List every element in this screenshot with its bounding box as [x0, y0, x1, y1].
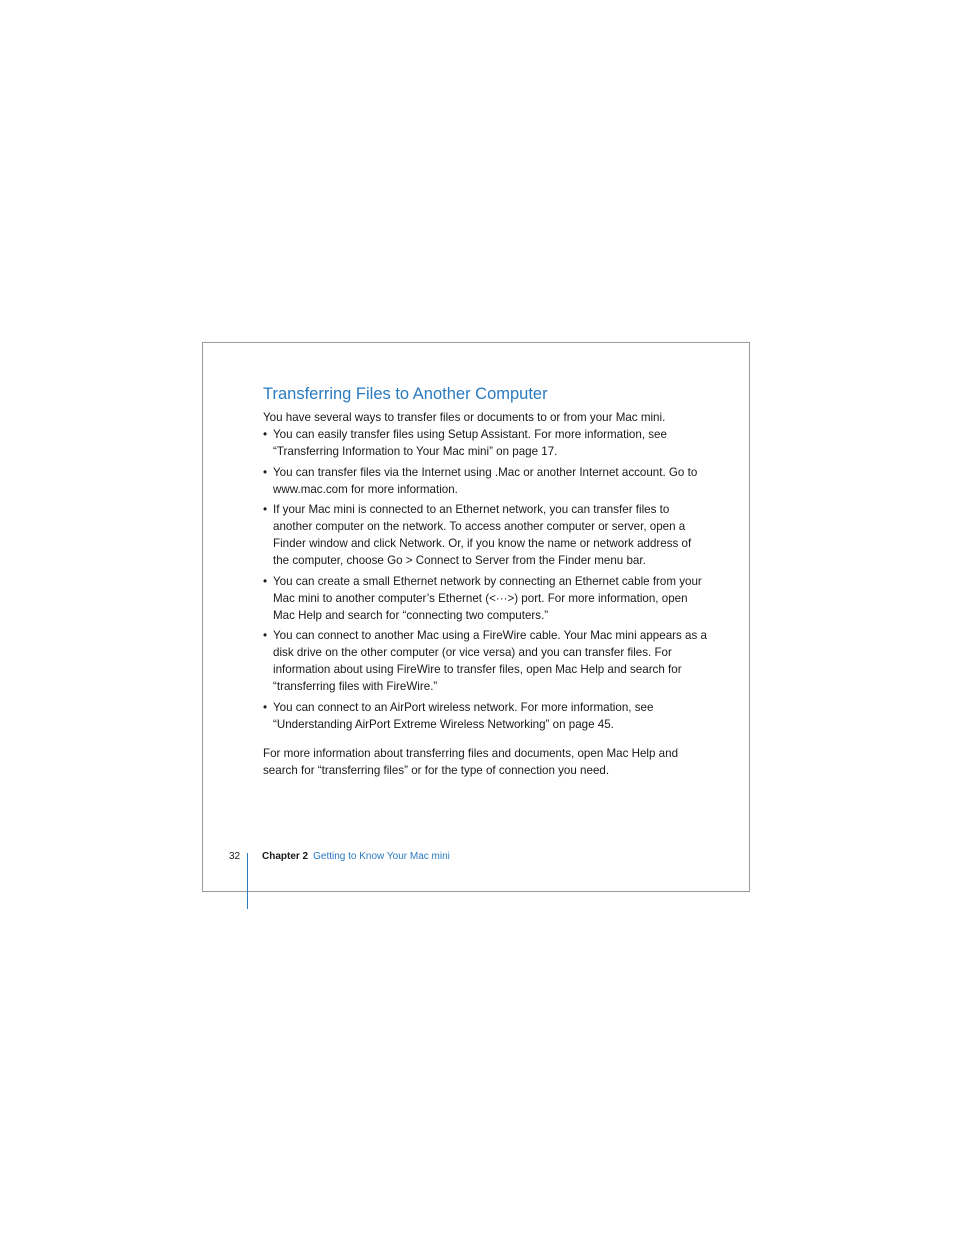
- list-item-text: If your Mac mini is connected to an Ethernet network, you can transfer files to another computer on the network. To access another computer or server, open a Finder window and click Network. Or, if you know the name or network address of the computer, choose Go > Connect to Server from the Finder menu bar.: [273, 503, 692, 567]
- list-item: [263, 627, 708, 695]
- bullet-marker: •: [263, 428, 268, 441]
- list-item: [263, 426, 708, 460]
- bullet-marker: •: [263, 574, 268, 588]
- chapter-number: Chapter 2: [262, 851, 309, 862]
- list-item: [263, 464, 708, 498]
- list-item-text: You can easily transfer files using Setup Assistant. For more information, see “Transferring Information to Your Mac mini” on page 17.: [273, 428, 667, 458]
- chapter-title: Getting to Know Your Mac mini: [313, 851, 450, 862]
- bullet-marker: •: [263, 700, 268, 714]
- list-item-text: You can connect to another Mac using a FireWire cable. Your Mac mini appears as a disk drive on the other computer (or vice versa) and you can transfer files. For information about using FireWire to transfer files, open Mac Help and search for “transferring files with FireWire.”: [273, 629, 707, 693]
- section-title: Transferring Files to Another Computer: [263, 385, 548, 403]
- chapter-label: [262, 850, 450, 864]
- bullet-marker: •: [263, 503, 268, 516]
- section-content: [263, 383, 708, 779]
- list-item-text: You can connect to an AirPort wireless network. For more information, see “Understanding AirPort Extreme Wireless Networking” on page 45.: [273, 700, 654, 731]
- list-item-text: You can transfer files via the Internet using .Mac or another Internet account. Go to www.mac.com for more information.: [273, 465, 698, 496]
- list-item-text: You can create a small Ethernet network by connecting an Ethernet cable from your Mac mini to another computer’s Ethernet (<···>) port. For more information, open Mac Help and search for “connecting two computers.”: [273, 574, 702, 622]
- bullet-list: [263, 426, 708, 733]
- closing-paragraph: For more information about transferring files and documents, open Mac Help and search for “transferring files” or for the type of connection you need.: [263, 746, 679, 777]
- footer-divider: [247, 853, 248, 909]
- intro-paragraph: You have several ways to transfer files or documents to or from your Mac mini.: [263, 411, 666, 424]
- page-number: 32: [229, 851, 241, 862]
- bullet-marker: •: [263, 629, 268, 642]
- list-item: [263, 573, 708, 624]
- list-item: [263, 699, 708, 733]
- list-item: [263, 501, 708, 569]
- bullet-marker: •: [263, 465, 268, 479]
